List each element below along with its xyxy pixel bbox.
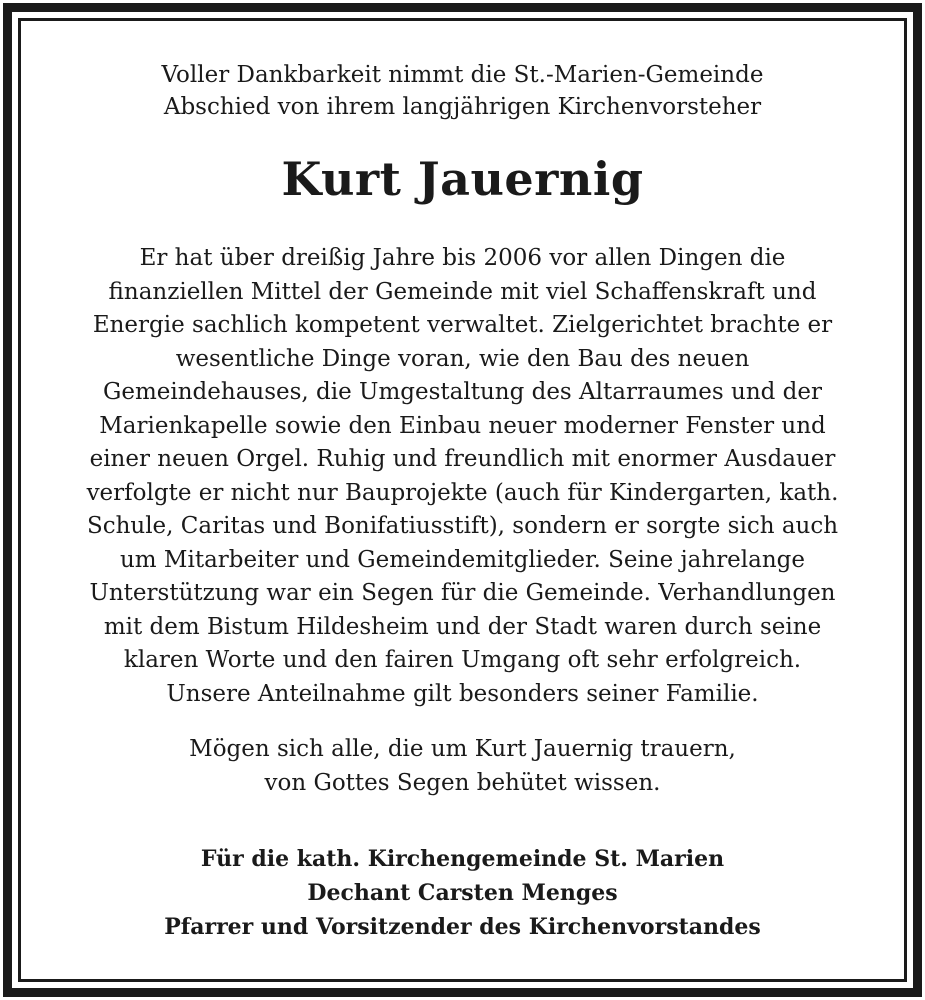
blessing-text: [24, 732, 901, 800]
signature-block: [24, 842, 901, 944]
tribute-line: Unterstützung war ein Segen für die Gemeinde. Verhandlungen: [89, 580, 836, 606]
deceased-name: Kurt Jauernig: [281, 152, 644, 206]
tribute-line: verfolgte er nicht nur Bauprojekte (auch für Kindergarten, kath.: [86, 479, 839, 506]
tribute-line: mit dem Bistum Hildesheim und der Stadt waren durch seine: [103, 613, 822, 640]
tribute-line: Marienkapelle sowie den Einbau neuer moderner Fenster und: [99, 412, 826, 439]
blessing-line: von Gottes Segen behütet wissen.: [264, 770, 661, 796]
intro-line: Voller Dankbarkeit nimmt die St.-Marien-Gemeinde: [161, 62, 764, 88]
tribute-line: um Mitarbeiter und Gemeindemitglieder. Seine jahrelange: [119, 546, 806, 573]
tribute-line: klaren Worte und den fairen Umgang oft sehr erfolgreich.: [123, 647, 802, 673]
intro-line: Abschied von ihrem langjährigen Kirchenvorsteher: [163, 94, 762, 120]
tribute-text: [24, 242, 901, 711]
signature-line: Dechant Carsten Menges: [307, 880, 618, 906]
obituary-notice: [24, 24, 901, 976]
tribute-line: wesentliche Dinge voran, wie den Bau des neuen: [175, 345, 750, 372]
tribute-line: Gemeindehauses, die Umgestaltung des Altarraumes und der: [102, 379, 823, 405]
blessing-line: Mögen sich alle, die um Kurt Jauernig trauern,: [189, 736, 736, 762]
signature-line: Pfarrer und Vorsitzender des Kirchenvorstandes: [164, 914, 761, 940]
signature-line: Für die kath. Kirchengemeinde St. Marien: [200, 846, 725, 872]
tribute-line: Energie sachlich kompetent verwaltet. Zielgerichtet brachte er: [92, 312, 833, 338]
tribute-line: einer neuen Orgel. Ruhig und freundlich mit enormer Ausdauer: [89, 446, 836, 472]
tribute-line: Unsere Anteilnahme gilt besonders seiner Familie.: [166, 680, 759, 707]
tribute-line: finanziellen Mittel der Gemeinde mit viel Schaffenskraft und: [108, 278, 817, 305]
tribute-line: Schule, Caritas und Bonifatiusstift), sondern er sorgte sich auch: [86, 513, 839, 539]
intro-text: [24, 59, 901, 123]
tribute-line: Er hat über dreißig Jahre bis 2006 vor allen Dingen die: [139, 245, 786, 271]
